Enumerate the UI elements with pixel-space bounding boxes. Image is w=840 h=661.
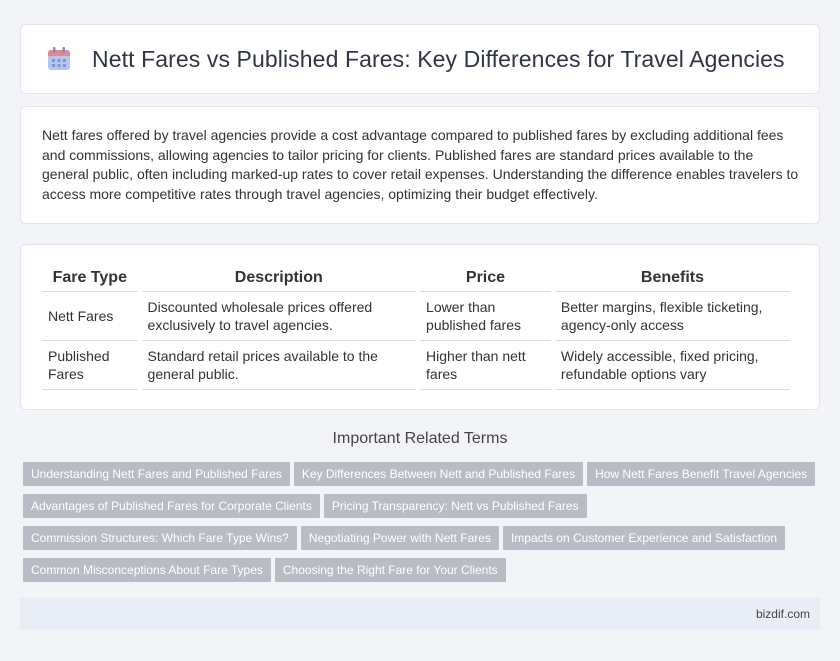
comparison-table bbox=[38, 265, 794, 390]
page-title: Nett Fares vs Published Fares: Key Differences for Travel Agencies bbox=[92, 45, 785, 72]
table-cell: Standard retail prices available to the general public. bbox=[142, 341, 417, 390]
table-row bbox=[42, 292, 790, 341]
related-term-link[interactable]: Key Differences Between Nett and Published Fares bbox=[294, 462, 583, 486]
footer bbox=[20, 598, 820, 630]
table-cell: Discounted wholesale prices offered exclusively to travel agencies. bbox=[142, 292, 417, 341]
table-cell: Higher than nett fares bbox=[420, 341, 551, 390]
related-term-link[interactable]: Understanding Nett Fares and Published Fares bbox=[23, 462, 290, 486]
table-cell: Lower than published fares bbox=[420, 292, 551, 341]
footer-site-link[interactable]: bizdif.com bbox=[755, 607, 810, 621]
related-term-link[interactable]: Commission Structures: Which Fare Type Wins? bbox=[23, 526, 297, 550]
related-terms-list bbox=[23, 462, 823, 590]
table-cell: Nett Fares bbox=[42, 292, 138, 341]
table-cell: Widely accessible, fixed pricing, refundable options vary bbox=[555, 341, 790, 390]
intro-card bbox=[20, 106, 820, 224]
related-term-link[interactable]: Impacts on Customer Experience and Satisfaction bbox=[503, 526, 785, 550]
page-header bbox=[20, 24, 820, 94]
calendar-icon bbox=[46, 46, 72, 72]
related-term-link[interactable]: Common Misconceptions About Fare Types bbox=[23, 558, 271, 582]
column-header: Benefits bbox=[555, 265, 790, 292]
related-term-link[interactable]: Advantages of Published Fares for Corporate Clients bbox=[23, 494, 320, 518]
comparison-card bbox=[20, 244, 820, 410]
table-row bbox=[42, 341, 790, 390]
related-term-link[interactable]: Choosing the Right Fare for Your Clients bbox=[275, 558, 506, 582]
table-cell: Published Fares bbox=[42, 341, 138, 390]
related-term-link[interactable]: How Nett Fares Benefit Travel Agencies bbox=[587, 462, 815, 486]
column-header: Price bbox=[420, 265, 551, 292]
table-cell: Better margins, flexible ticketing, agency-only access bbox=[555, 292, 790, 341]
intro-text: Nett fares offered by travel agencies provide a cost advantage compared to published fares by excluding additional fees and commissions, allowing agencies to tailor pricing for clients. Published fares are standard prices available to the general public, often including marked-up rates to cover retail expenses. Understanding the difference enables travelers to access more competitive rates through travel agencies, optimizing their budget effectively. bbox=[42, 127, 799, 202]
column-header: Fare Type bbox=[42, 265, 138, 292]
table-header-row bbox=[42, 265, 790, 292]
column-header: Description bbox=[142, 265, 417, 292]
related-term-link[interactable]: Pricing Transparency: Nett vs Published Fares bbox=[324, 494, 587, 518]
related-terms-title: Important Related Terms bbox=[332, 430, 508, 447]
related-term-link[interactable]: Negotiating Power with Nett Fares bbox=[301, 526, 499, 550]
